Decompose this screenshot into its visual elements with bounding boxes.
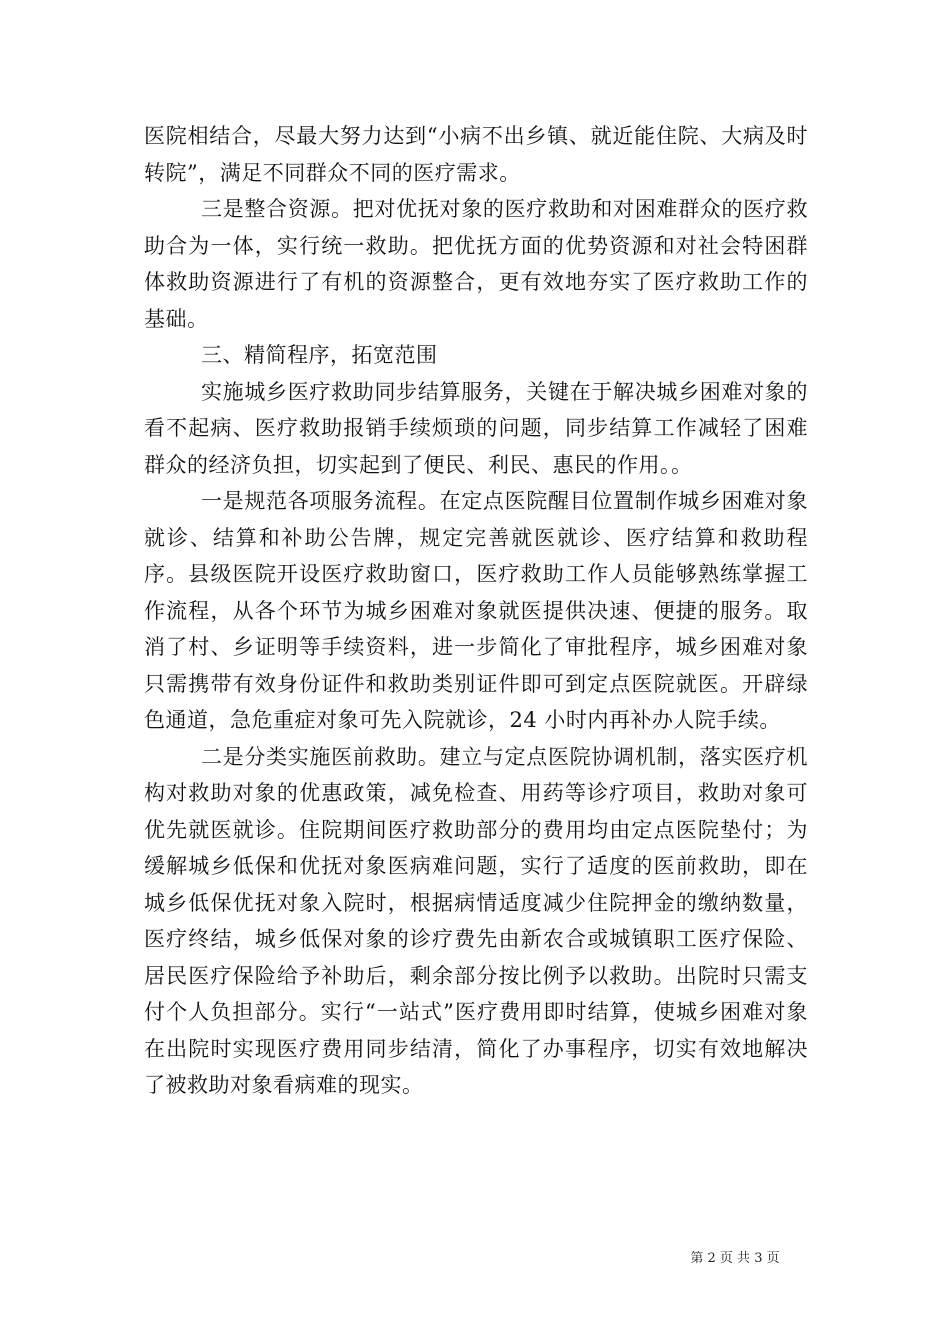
paragraph-integrate-resources: 三是整合资源。把对优抚对象的医疗救助和对困难群众的医疗救助合为一体，实行统一救助。把优抚方面的优势资源和对社会特困群体救助资源进行了有机的资源整合，更有效地夯实了医疗救助工作的基础。 [144, 197, 808, 331]
section-heading: 三、精简程序，拓宽范围 [201, 343, 438, 367]
paragraph-continued: 医院相结合，尽最大努力达到“小病不出乡镇、就近能住院、大病及时转院”，满足不同群众不同的医疗需求。 [144, 124, 808, 185]
page-number: 第 2 页 共 3 页 [690, 1251, 780, 1266]
paragraph-sync-settlement: 实施城乡医疗救助同步结算服务，关键在于解决城乡困难对象的看不起病、医疗救助报销手续烦琐的问题，同步结算工作减轻了困难群众的经济负担，切实起到了便民、利民、惠民的作用。。 [144, 379, 808, 477]
paragraph-service-process: 一是规范各项服务流程。在定点医院醒目位置制作城乡困难对象就诊、结算和补助公告牌，规定完善就医就诊、医疗结算和救助程序。县级医院开设医疗救助窗口，医疗救助工作人员能够熟练掌握工作流程，从各个环节为城乡困难对象就医提供决速、便捷的服务。取消了村、乡证明等手续资料，进一步简化了审批程序，城乡困难对象只需携带有效身份证件和救助类别证件即可到定点医院就医。开辟绿色通道，急危重症对象可先入院就诊，24 小时内再补办人院手续。 [144, 489, 808, 732]
document-body [144, 118, 808, 1104]
paragraph-pre-treatment-aid: 二是分类实施医前救助。建立与定点医院协调机制，落实医疗机构对救助对象的优惠政策，减免检查、用药等诊疗项目，救助对象可优先就医就诊。住院期间医疗救助部分的费用均由定点医院垫付；为缓解城乡低保和优抚对象医病难问题，实行了适度的医前救助，即在城乡低保优抚对象入院时，根据病情适度减少住院押金的缴纳数量，医疗终结，城乡低保对象的诊疗费先由新农合或城镇职工医疗保险、居民医疗保险给予补助后，剩余部分按比例予以救助。出院时只需支付个人负担部分。实行“一站式”医疗费用即时结算，使城乡困难对象在出院时实现医疗费用同步结清，简化了办事程序，切实有效地解决了被救助对象看病难的现实。 [144, 744, 808, 1097]
